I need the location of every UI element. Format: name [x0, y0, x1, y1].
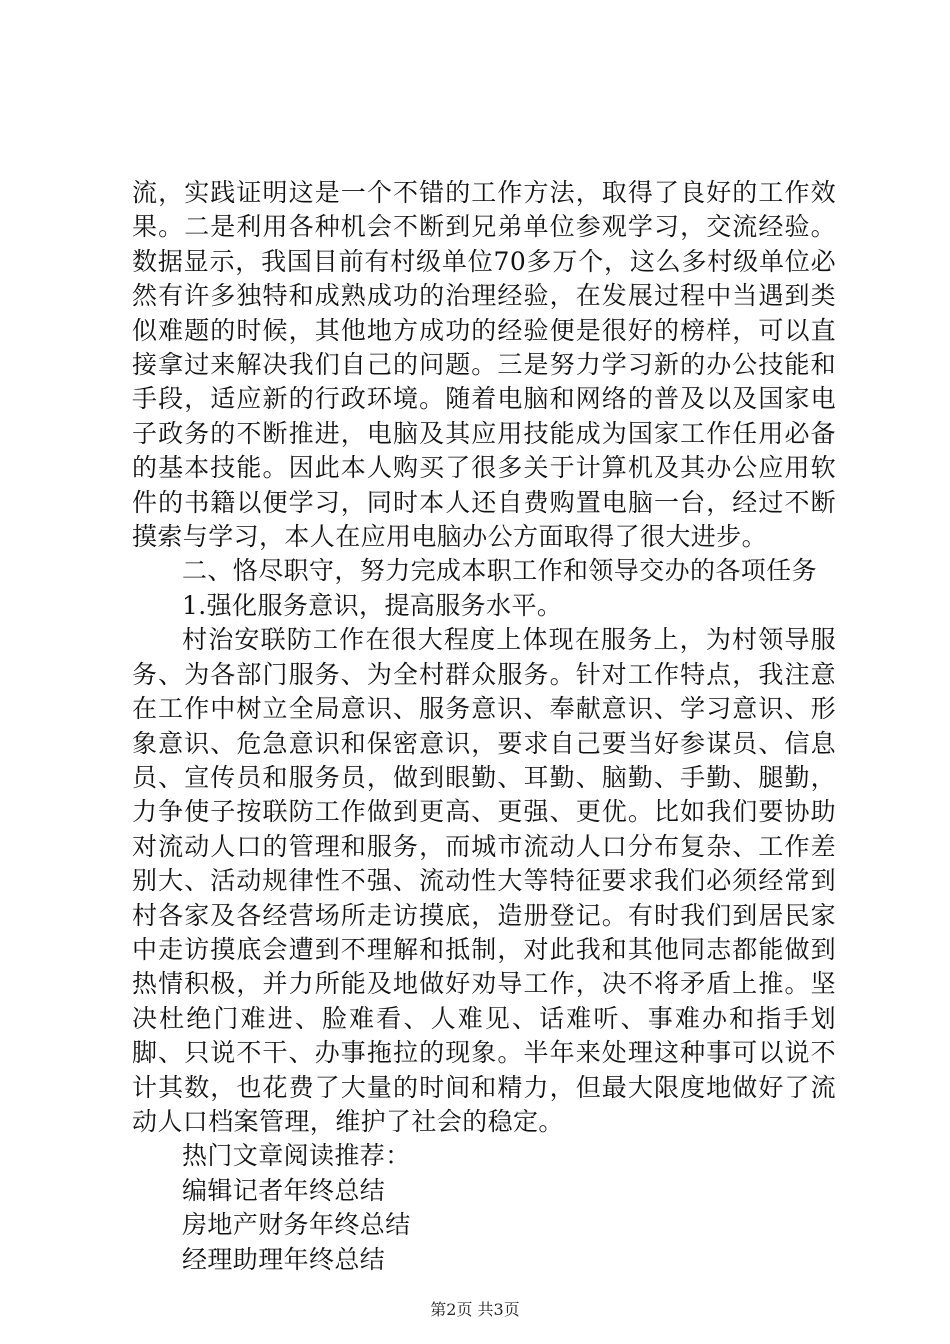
- body-paragraph-continued: 流，实践证明这是一个不错的工作方法，取得了良好的工作效果。二是利用各种机会不断到兄弟单位参观学习，交流经验。数据显示，我国目前有村级单位70多万个，这么多村级单位必然有许多独特和成熟成功的治理经验，在发展过程中当遇到类似难题的时候，其他地方成功的经验便是很好的榜样，可以直接拿过来解决我们自己的问题。三是努力学习新的办公技能和手段，适应新的行政环境。随着电脑和网络的普及以及国家电子政务的不断推进，电脑及其应用技能成为国家工作任用必备的基本技能。因此本人购买了很多关于计算机及其办公应用软件的书籍以便学习，同时本人还自费购置电脑一台，经过不断摸索与学习，本人在应用电脑办公方面取得了很大进步。: [132, 178, 836, 552]
- section-heading: 二、恪尽职守，努力完成本职工作和领导交办的各项任务: [182, 556, 818, 586]
- page-footer: 第2页 共3页: [430, 1300, 520, 1319]
- subsection-heading: 1.强化服务意识，提高服务水平。: [182, 590, 563, 620]
- recommend-link[interactable]: 编辑记者年终总结: [182, 1175, 386, 1205]
- body-paragraph: 村治安联防工作在很大程度上体现在服务上，为村领导服务、为各部门服务、为全村群众服务。针对工作特点，我注意在工作中树立全局意识、服务意识、奉献意识、学习意识、形象意识、危急意识和保密意识，要求自己要当好参谋员、信息员、宣传员和服务员，做到眼勤、耳勤、脑勤、手勤、腿勤，力争使子按联防工作做到更高、更强、更优。比如我们要协助对流动人口的管理和服务，而城市流动人口分布复杂、工作差别大、活动规律性不强、流动性大等特征要求我们必须经常到村各家及各经营场所走访摸底，造册登记。有时我们到居民家中走访摸底会遭到不理解和抵制，对此我和其他同志都能做到热情积极，并力所能及地做好劝导工作，决不将矛盾上推。坚决杜绝门难进、脸难看、人难见、话难听、事难办和指手划脚、只说不干、办事拖拉的现象。半年来处理这种事可以说不计其数，也花费了大量的时间和精力，但最大限度地做好了流动人口档案管理，维护了社会的稳定。: [132, 625, 836, 1136]
- recommend-label: 热门文章阅读推荐：: [182, 1141, 411, 1171]
- recommend-link[interactable]: 经理助理年终总结: [182, 1244, 386, 1274]
- document-body: [132, 176, 836, 1277]
- recommend-link[interactable]: 房地产财务年终总结: [182, 1210, 411, 1240]
